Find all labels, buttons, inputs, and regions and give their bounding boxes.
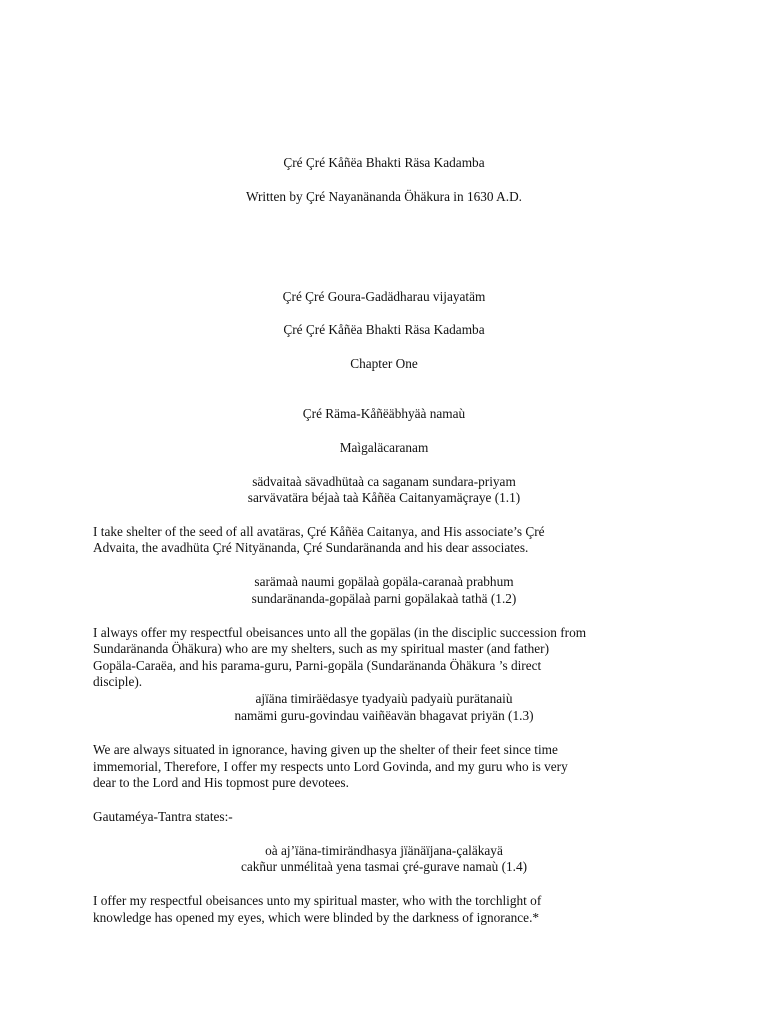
chapter-heading: Chapter One bbox=[350, 356, 418, 371]
verse-1-4-line-2: cakñur unmélitaà yena tasmai çré-gurave namaù (1.4) bbox=[240, 859, 528, 874]
namah-line: Çré Räma-Kåñëäbhyäà namaù bbox=[302, 406, 466, 421]
verse-1-3-line-2: namämi guru-govindau vaiñëavän bhagavat priyän (1.3) bbox=[234, 708, 534, 723]
document-title: Çré Çré Kåñëa Bhakti Räsa Kadamba bbox=[283, 155, 485, 170]
paragraph-2-line-2: Sundaränanda Öhäkura) who are my shelters, such as my spiritual master (and father) bbox=[93, 641, 550, 656]
verse-1-3-line-1: ajïäna timiräëdasye tyadyaiù padyaiù purätanaiù bbox=[255, 691, 513, 706]
invocation-line-1: Çré Çré Goura-Gadädharau vijayatäm bbox=[282, 289, 486, 304]
paragraph-2-line-4: disciple). bbox=[93, 674, 143, 689]
paragraph-4-line-1: I offer my respectful obeisances unto my spiritual master, who with the torchlight of bbox=[93, 893, 542, 908]
author-byline: Written by Çré Nayanänanda Öhäkura in 1630 A.D. bbox=[245, 189, 523, 204]
section-heading: Maìgaläcaranam bbox=[339, 440, 429, 455]
paragraph-1-line-1: I take shelter of the seed of all avatäras, Çré Kåñëa Caitanya, and His associate’s Çré bbox=[93, 524, 545, 539]
paragraph-1-line-2: Advaita, the avadhüta Çré Nityänanda, Çré Sundaränanda and his dear associates. bbox=[93, 540, 529, 555]
paragraph-3-line-1: We are always situated in ignorance, having given up the shelter of their feet since time bbox=[93, 742, 558, 757]
gautameya-intro: Gautaméya-Tantra states:- bbox=[93, 809, 233, 824]
verse-1-1-line-1: sädvaitaà sävadhütaà ca saganam sundara-priyam bbox=[252, 474, 516, 489]
paragraph-2-line-3: Gopäla-Caraëa, and his parama-guru, Parni-gopäla (Sundaränanda Öhäkura ’s direct bbox=[93, 658, 542, 673]
verse-1-2-line-2: sundaränanda-gopälaà parni gopälakaà tathä (1.2) bbox=[251, 591, 517, 606]
verse-1-2-line-1: sarämaà naumi gopälaà gopäla-caranaà prabhum bbox=[254, 574, 514, 589]
paragraph-3-line-2: immemorial, Therefore, I offer my respects unto Lord Govinda, and my guru who is very bbox=[93, 759, 568, 774]
paragraph-2-line-1: I always offer my respectful obeisances unto all the gopälas (in the disciplic succession from bbox=[93, 625, 587, 640]
invocation-line-2: Çré Çré Kåñëa Bhakti Räsa Kadamba bbox=[283, 322, 485, 337]
verse-1-1-line-2: sarvävatära béjaà taà Kåñëa Caitanyamäçraye (1.1) bbox=[247, 490, 521, 505]
paragraph-3-line-3: dear to the Lord and His topmost pure devotees. bbox=[93, 775, 349, 790]
paragraph-4-line-2: knowledge has opened my eyes, which were blinded by the darkness of ignorance.* bbox=[93, 910, 540, 925]
verse-1-4-line-1: oà aj’ïäna-timirändhasya jïänäïjana-çaläkayä bbox=[265, 843, 503, 858]
